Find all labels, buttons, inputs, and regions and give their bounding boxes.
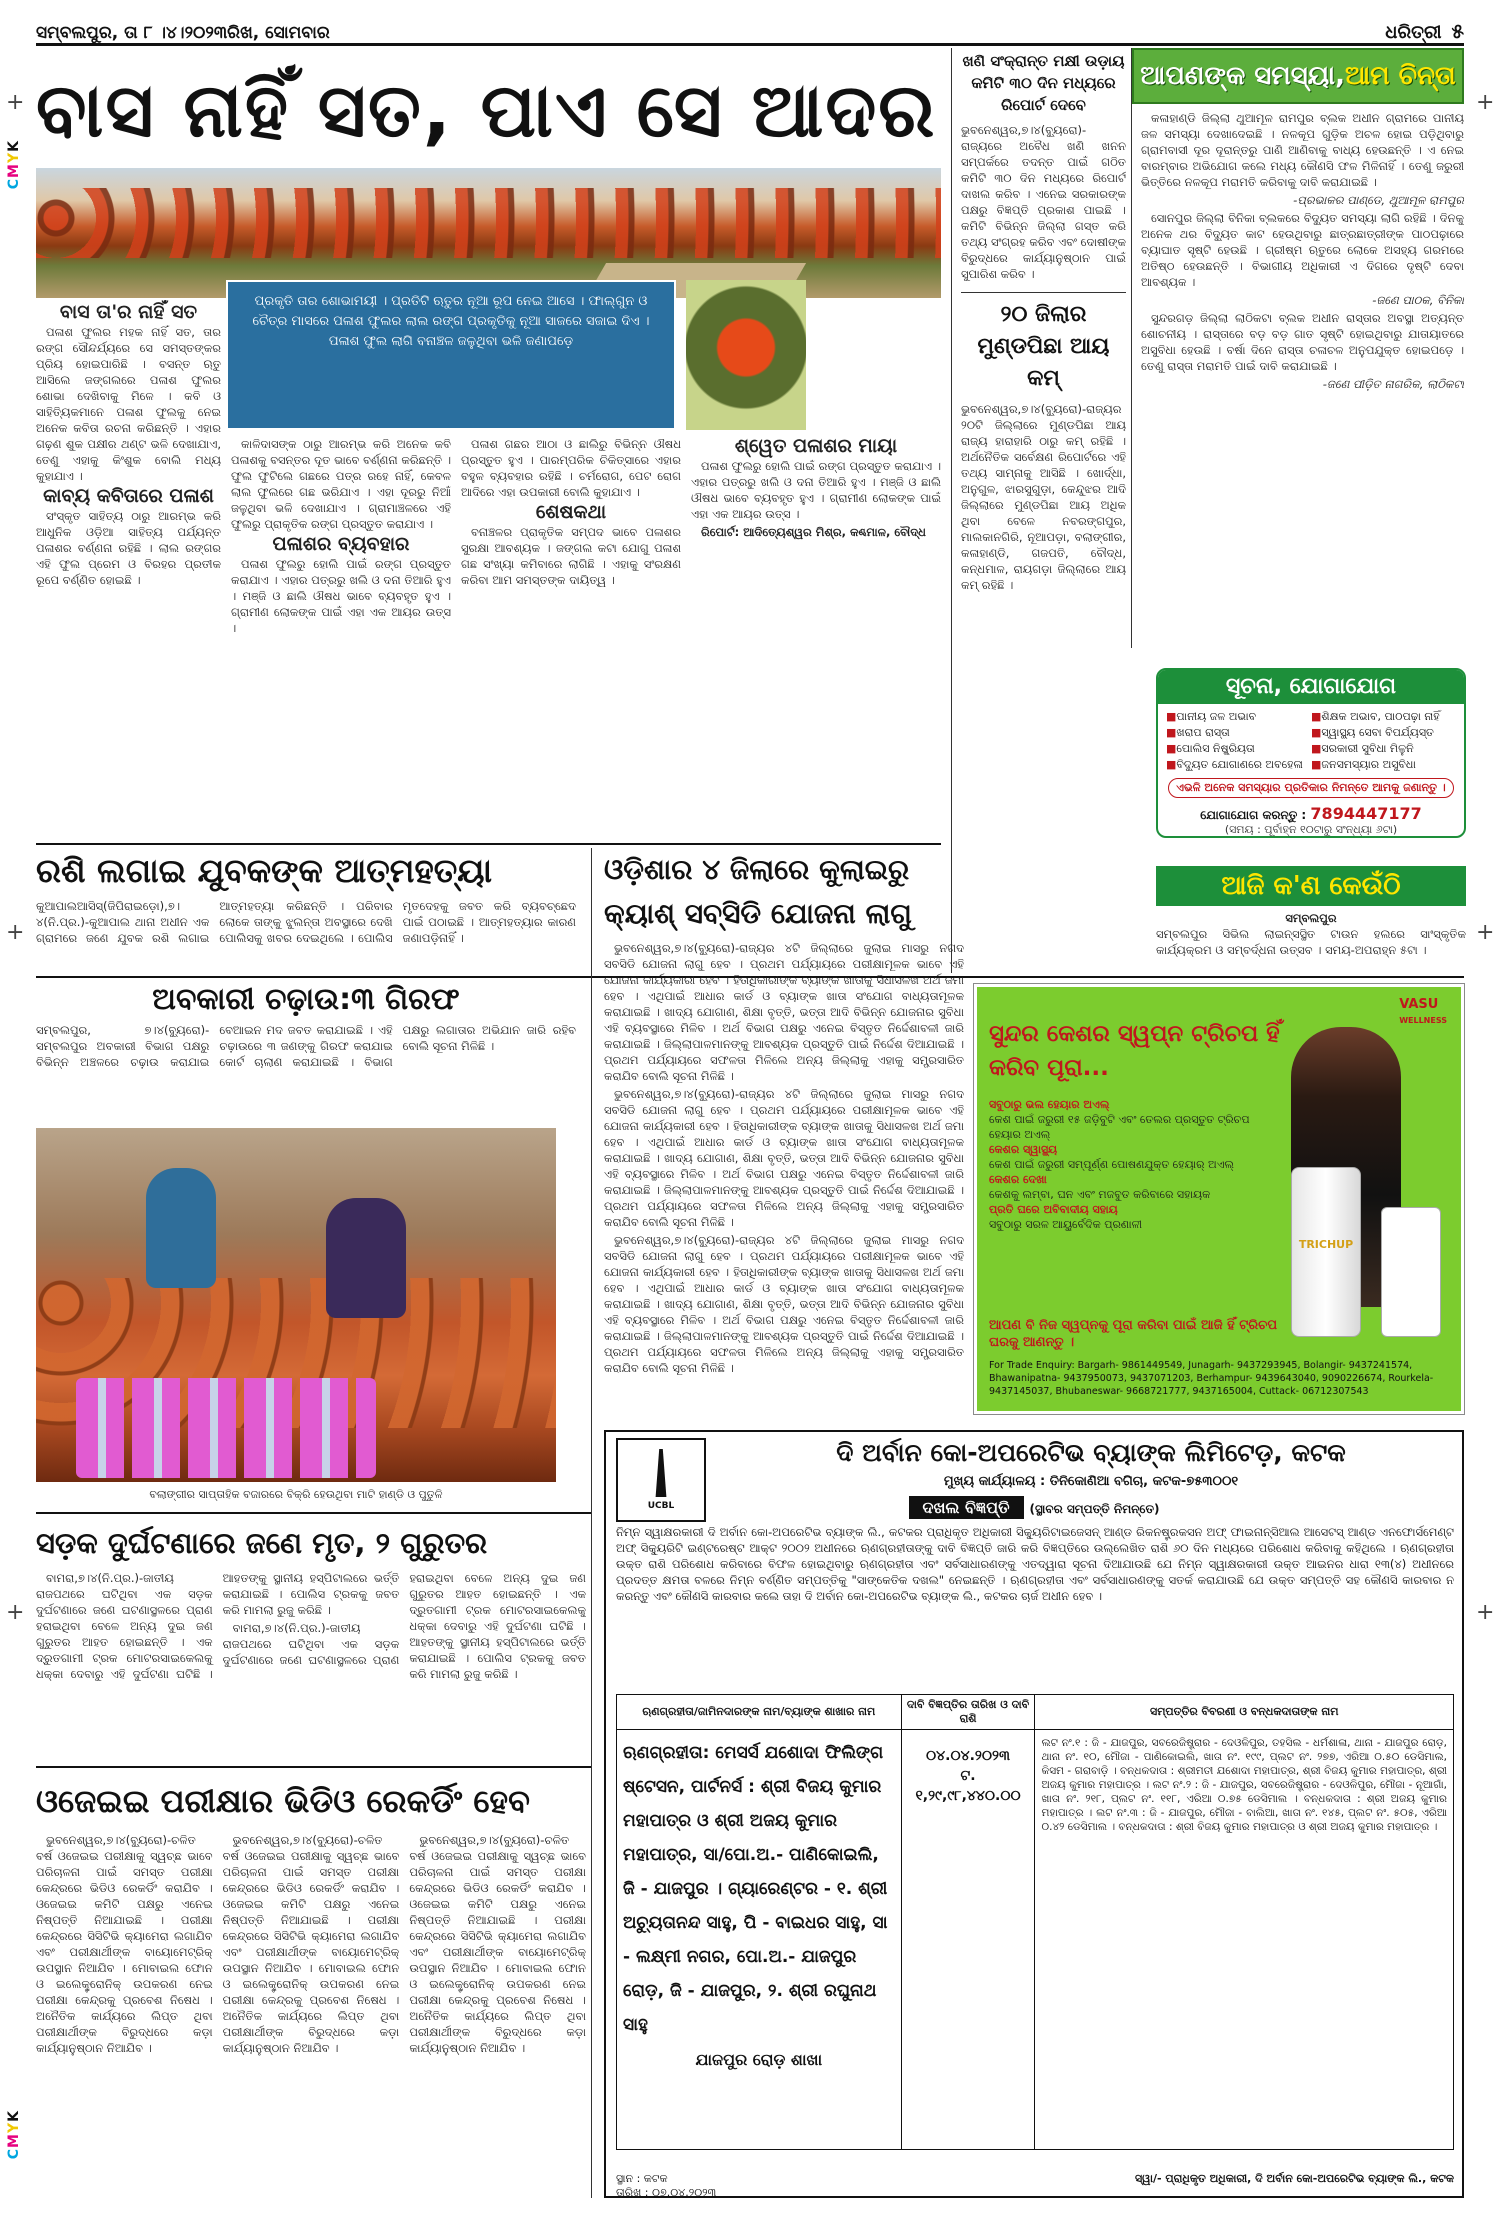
info-item: ■ ପାନୀୟ ଜଳ ଅଭାବ — [1166, 710, 1311, 724]
accident-paragraph: ବାମରା,୭।୪(ନି.ପ୍ର.)-ଜାତୀୟ ରାଜପଥରେ ଘଟିଥିବା ଏକ ସଡ଼କ ଦୁର୍ଘଟଣାରେ ଜଣେ ଘଟଣାସ୍ଥଳରେ ପ୍ରାଣ ହରାଇଥିବା ବେଳେ ଅନ୍ୟ ଦୁଇ ଜଣ ଗୁରୁତର ଆହତ ହୋଇଛନ୍ତି । ଏକ ଦ୍ରୁତଗାମୀ ଟ୍ରକ ମୋଟରସାଇକେଲକୁ ଧକ୍କା ଦେବାରୁ ଏହି ଦୁର୍ଘଟଣା ଘଟିଛି । ଆହତଙ୍କୁ ସ୍ଥାନୀୟ ହସ୍ପିଟାଲରେ ଭର୍ତ୍ତି କରାଯାଇଛି । ପୋଲିସ ଟ୍ରକକୁ ଜବତ କରି ମାମଲା ରୁଜୁ କରିଛି । — [222, 1571, 586, 1681]
notice-place: ସ୍ଥାନ : କଟକ — [616, 2172, 668, 2185]
cmyk-color-bar: CMYK — [6, 2110, 22, 2160]
newspaper-brand: ଧରିତ୍ରୀ — [1385, 22, 1442, 43]
product-bottle: TRICHUP — [1291, 1167, 1361, 1337]
lead-paragraph: ପଳାଶ ଗଛର ଆଠା ଓ ଛାଲିରୁ ବିଭିନ୍ନ ଔଷଧ ପ୍ରସ୍ତୁତ ହୁଏ । ପାରମ୍ପରିକ ଚିକିତ୍ସାରେ ଏହାର ବହୁଳ ବ୍ୟବହାର ରହିଛି । ଚର୍ମରୋଗ, ପେଟ ରୋଗ ଆଦିରେ ଏହା ଉପକାରୀ ବୋଲି କୁହାଯାଏ । — [461, 437, 681, 499]
info-item: ■ ପୋଲିସ ନିଷ୍କ୍ରିୟତା — [1166, 742, 1311, 756]
lead-paragraph: ପଳାଶ ଫୁଲରୁ ହୋଲି ପାଇଁ ରଙ୍ଗ ପ୍ରସ୍ତୁତ କରାଯାଏ । ଏହାର ପତ୍ରରୁ ଖଲି ଓ ଦନା ତିଆରି ହୁଏ । ମଞ୍ଜି ଓ ଛାଲି ଔଷଧ ଭାବେ ବ୍ୟବହୃତ ହୁଏ । ଗ୍ରାମୀଣ ଲୋକଙ୍କ ପାଇଁ ଏହା ଏକ ଆୟର ଉତ୍ସ । — [231, 557, 451, 635]
palash-forest-photo — [36, 168, 941, 298]
table-header: ଦାବି ବିଜ୍ଞପ୍ତିର ତାରିଖ ଓ ଦାବି ରାଶି — [901, 1695, 1035, 1730]
vasu-logo-sub: WELLNESS — [1399, 1016, 1447, 1025]
notice-label — [606, 1498, 1462, 1518]
info-item: ■ ଶିକ୍ଷକ ଅଭାବ, ପାଠପଢ଼ା ନାହିଁ — [1311, 710, 1456, 724]
info-contact-box — [1156, 668, 1466, 838]
info-box-time: (ସମୟ : ପୂର୍ବାହ୍ନ ୧୦ଟାରୁ ସଂନ୍ଧ୍ୟା ୬ଟା) — [1224, 823, 1398, 836]
ad-point-text: କେଶ ପାଇଁ ଜରୁରୀ ସମ୍ପୂର୍ଣ୍ଣ ପୋଷଣଯୁକ୍ତ ହେୟାର୍ ଅଏଲ୍ — [989, 1158, 1234, 1171]
lead-byline: ରିପୋର୍ଟ: ଆଦିତ୍ୟେଶ୍ୱର ମିଶ୍ର, କଣ୍ଢମାଳ, ବୌଦ୍ଧ — [701, 525, 926, 539]
today-events-banner: ଆଜି କ'ଣ କେଉଁଠି — [1156, 866, 1466, 906]
column-divider — [951, 48, 952, 973]
problems-title-b: ଆମ ଚିନ୍ତା — [1344, 60, 1456, 91]
ad-trade-contacts: For Trade Enquiry: Bargarh- 9861449549, Junagarh- 9437293945, Bolangir- 9437241574, Bhawanipatna- 9437950073, 9437071203, Berhampur- 9439643040, 9090226674, Rourkela- 9437145037, Bhubaneswar- 9668721777, 9437165004, Cuttack- 06712307543 — [989, 1360, 1434, 1397]
problem-signature: -ଜଣେ ପୀଡ଼ିତ ନାଗରିକ, ଲାଠିକଟା — [1322, 377, 1464, 391]
problem-item: କଳାହାଣ୍ଡି ଜିଲ୍ଲା ଥୁଆମୂଳ ରାମପୁର ବ୍ଲକ ଅଧୀନ ଗ୍ରାମରେ ପାନୀୟ ଜଳ ସମସ୍ୟା ଦେଖାଦେଇଛି । ନଳକୂପ ଗୁଡ଼ିକ ଅଚଳ ହୋଇ ପଡ଼ିଥିବାରୁ ଗ୍ରାମବାସୀ ଦୂର ଦୂରାନ୍ତରୁ ପାଣି ଆଣିବାକୁ ବାଧ୍ୟ ହେଉଛନ୍ତି । ଏ ନେଇ ବାରମ୍ବାର ଅଭିଯୋଗ କଲେ ମଧ୍ୟ କୌଣସି ଫଳ ମିଳିନାହିଁ । ତେଣୁ ଜରୁରୀ ଭିତ୍ତିରେ ନଳକୂପ ମରାମତି କରିବାକୁ ଦାବି କରାଯାଇଛି । — [1141, 111, 1464, 189]
accident-headline: ସଡ଼କ ଦୁର୍ଘଟଣାରେ ଜଣେ ମୃତ, ୨ ଗୁରୁତର — [36, 1526, 488, 1560]
branch-name: ଯାଜପୁର ରୋଡ଼ ଶାଖା — [695, 2050, 823, 2069]
lead-paragraph: ପଳାଶ ଫୁଲରୁ ହୋଲି ପାଇଁ ରଙ୍ଗ ପ୍ରସ୍ତୁତ କରାଯାଏ । ଏହାର ପତ୍ରରୁ ଖଲି ଓ ଦନା ତିଆରି ହୁଏ । ମଞ୍ଜି ଓ ଛାଲି ଔଷଧ ଭାବେ ବ୍ୟବହୃତ ହୁଏ । ଗ୍ରାମୀଣ ଲୋକଙ୍କ ପାଇଁ ଏହା ଏକ ଆୟର ଉତ୍ସ । — [691, 459, 941, 521]
excise-body: ସମ୍ବଲପୁର, ୭।୪(ବ୍ୟୁରୋ)-ସମ୍ବଲପୁର ଅବକାରୀ ବିଭାଗ ପକ୍ଷରୁ ବିଭିନ୍ନ ଅଞ୍ଚଳରେ ଚଢ଼ାଉ କରାଯାଇ ବେଆଇନ ମଦ ଜବତ କରାଯାଇଛି । ଏହି ଚଢ଼ାଉରେ ୩ ଜଣଙ୍କୁ ଗିରଫ କରାଯାଇ କୋର୍ଟ ଚାଲାଣ କରାଯାଇଛି । ବିଭାଗ ପକ୍ଷରୁ ଲଗାତାର ଅଭିଯାନ ଜାରି ରହିବ ବୋଲି ସୂଚନା ମିଳିଛି । — [36, 1023, 576, 1069]
lead-subhead: ଶ୍ୱେତ ପଳାଶର ମାୟା — [734, 435, 898, 457]
newspaper-page — [36, 18, 1464, 2198]
info-item: ■ ଜନସମସ୍ୟାର ଅସୁବିଧା — [1311, 758, 1456, 772]
klia-paragraph: ଭୁବନେଶ୍ୱର,୭।୪(ବ୍ୟୁରୋ)-ରାଜ୍ୟର ୪ଟି ଜିଲ୍ଲାରେ ଜୁଲାଇ ମାସରୁ ନଗଦ ସବସିଡି ଯୋଜନା ଲାଗୁ ହେବ । ପ୍ରଥମ ପର୍ଯ୍ୟାୟରେ ପରୀକ୍ଷାମୂଳକ ଭାବେ ଏହି ଯୋଜନା କାର୍ଯ୍ୟକାରୀ ହେବ । ହିତାଧିକାରୀଙ୍କ ବ୍ୟାଙ୍କ ଖାତାକୁ ସିଧାସଳଖ ଅର୍ଥ ଜମା ହେବ । ଏଥିପାଇଁ ଆଧାର କାର୍ଡ ଓ ବ୍ୟାଙ୍କ ଖାତା ସଂଯୋଗ ବାଧ୍ୟତାମୂଳକ କରାଯାଇଛି । ଖାଦ୍ୟ ଯୋଗାଣ, ଶିକ୍ଷା ବୃତ୍ତି, ଭତ୍ତା ଆଦି ବିଭିନ୍ନ ଯୋଜନାର ସୁବିଧା ଏହି ବ୍ୟବସ୍ଥାରେ ମିଳିବ । ଅର୍ଥ ବିଭାଗ ପକ୍ଷରୁ ଏନେଇ ବିସ୍ତୃତ ନିର୍ଦ୍ଦେଶାବଳୀ ଜାରି କରାଯାଇଛି । ଜିଲ୍ଲାପାଳମାନଙ୍କୁ ଆବଶ୍ୟକ ପ୍ରସ୍ତୁତି ପାଇଁ ନିର୍ଦ୍ଦେଶ ଦିଆଯାଇଛି । ପ୍ରଥମ ପର୍ଯ୍ୟାୟରେ ସଫଳତା ମିଳିଲେ ଅନ୍ୟ ଜିଲ୍ଲାକୁ ଏହାକୁ ସମ୍ପ୍ରସାରିତ କରାଯିବ ବୋଲି ସୂଚନା ମିଳିଛି । — [604, 1087, 964, 1229]
info-box-items — [1158, 704, 1464, 772]
suicide-headline: ରଶି ଲଗାଇ ଯୁବକଙ୍କ ଆତ୍ମହତ୍ୟା — [36, 851, 493, 890]
registration-mark: + — [6, 920, 25, 945]
income-body: ଭୁବନେଶ୍ୱର,୭।୪(ବ୍ୟୁରୋ)-ରାଜ୍ୟର ୨୦ଟି ଜିଲ୍ଲାରେ ମୁଣ୍ଡପିଛା ଆୟ ରାଜ୍ୟ ହାରାହାରି ଠାରୁ କମ୍ ରହିଛି । ଅର୍ଥନୈତିକ ସର୍ବେକ୍ଷଣ ରିପୋର୍ଟରେ ଏହି ତଥ୍ୟ ସାମ୍ନାକୁ ଆସିଛି । ଖୋର୍ଦ୍ଧା, ଅନୁଗୁଳ, ଝାରସୁଗୁଡ଼ା, କେନ୍ଦୁଝର ଆଦି ଜିଲ୍ଲାରେ ମୁଣ୍ଡପିଛା ଆୟ ଅଧିକ ଥିବା ବେଳେ ନବରଙ୍ଗପୁର, ମାଲକାନଗିରି, ନୂଆପଡ଼ା, ବଲାଙ୍ଗୀର, କଳାହାଣ୍ଡି, ଗଜପତି, ବୌଦ୍ଧ, କନ୍ଧମାଳ, ରାୟଗଡ଼ା ଜିଲ୍ଲାରେ ଆୟ କମ୍ ରହିଛି । — [961, 402, 1126, 592]
lead-paragraph: ସଂସ୍କୃତ ସାହିତ୍ୟ ଠାରୁ ଆରମ୍ଭ କରି ଆଧୁନିକ ଓଡ଼ିଆ ସାହିତ୍ୟ ପର୍ଯ୍ୟନ୍ତ ପଳାଶର ବର୍ଣ୍ଣନା ରହିଛି । ଲାଲ ରଙ୍ଗର ଏହି ଫୁଲ ପ୍ରେମ ଓ ବିରହର ପ୍ରତୀକ ରୂପେ ବର୍ଣ୍ଣିତ ହୋଇଛି । — [36, 509, 221, 587]
suicide-body: କୁଆପାଲଆସିସ୍‌(ଜିପିରାଇଡ଼ୋ),୭।୪(ନି.ପ୍ର.)-କୁଆପାଲ ଥାନା ଅଧୀନ ଏକ ଗ୍ରାମରେ ଜଣେ ଯୁବକ ରଶି ଲଗାଇ ଆତ୍ମହତ୍ୟା କରିଛନ୍ତି । ପରିବାର ଲୋକେ ତାଙ୍କୁ ଝୁଲନ୍ତା ଅବସ୍ଥାରେ ଦେଖି ପୋଲିସକୁ ଖବର ଦେଇଥିଲେ । ପୋଲିସ ମୃତଦେହକୁ ଜବତ କରି ବ୍ୟବଚ୍ଛେଦ ପାଇଁ ପଠାଇଛି । ଆତ୍ମହତ୍ୟାର କାରଣ ଜଣାପଡ଼ିନାହିଁ । — [36, 899, 576, 945]
lead-caption: ପ୍ରକୃତି ତାର ଶୋଭାମୟୀ । ପ୍ରତିଟି ଋତୁର ନୂଆ ରୂପ ନେଇ ଆସେ । ଫାଲ୍ଗୁନ ଓ ଚୈତ୍ର ମାସରେ ପଳାଶ ଫୁଲର ଲାଲ ରଙ୍ଗ ପ୍ରକୃତିକୁ ନୂଆ ସାଜରେ ସଜାଇ ଦିଏ । ପଳାଶ ଫୁଲ ଲାଗି ବନାଞ୍ଚଳ ଜଳୁଥିବା ଭଳି ଜଣାପଡ଼େ — [226, 280, 676, 430]
pottery-photo-caption: ବଲାଙ୍ଗୀର ସାପ୍ତାହିକ ବଜାରରେ ବିକ୍ରି ହେଉଥିବା ମାଟି ହାଣ୍ଡି ଓ ପୁତୁଳି — [149, 1488, 443, 1501]
vasu-logo-text: VASU — [1399, 997, 1439, 1012]
page-number: ୫ — [1451, 19, 1464, 43]
contact-label: ଯୋଗାଯୋଗ କରନ୍ତୁ : — [1200, 808, 1307, 822]
property-details: ଲଟ ନଂ.୧ : ଜି - ଯାଜପୁର, ସବରେଜିଷ୍ଟ୍ରାର - ଦେଓଳିପୁର, ତହସିଲ - ଧର୍ମଶାଳା, ଥାନା - ଯାଜପୁର ରୋଡ଼, ଥାନା ନଂ. ୧୦, ମୌଜା - ପାଣିକୋଇଲି, ଖାତା ନଂ. ୧୯୯, ପ୍ଲଟ ନଂ. ୨୭୭, ଏରିଆ ୦.୫୦ ଡେସିମାଲ, କିସମ - ଗରାବାଡ଼ି । ବନ୍ଧକଦାତା : ଶ୍ରୀମତୀ ଯଶୋଦା ମହାପାତ୍ର, ଶ୍ରୀ ବିଜୟ କୁମାର ମହାପାତ୍ର, ଶ୍ରୀ ଅଜୟ କୁମାର ମହାପାତ୍ର । ଲଟ ନଂ.୨ : ଜି - ଯାଜପୁର, ସବରେଜିଷ୍ଟ୍ରାର - ଦେଓଳିପୁର, ମୌଜା - ନୂଆଗାଁ, ଖାତା ନଂ. ୨୧୮, ପ୍ଲଟ ନଂ. ୧୧୮, ଏରିଆ ୦.୭୫ ଡେସିମାଲ । ବନ୍ଧକଦାତା : ଶ୍ରୀ ଅଜୟ କୁମାର ମହାପାତ୍ର । ଲଟ ନଂ.୩ : ଜି - ଯାଜପୁର, ମୌଜା - ବାଲିଆ, ଖାତା ନଂ. ୧୪୫, ପ୍ଲଟ ନଂ. ୫୦୫, ଏରିଆ ୦.୪୨ ଡେସିମାଲ । ବନ୍ଧକଦାତା : ଶ୍ରୀ ବିଜୟ କୁମାର ମହାପାତ୍ର ଓ ଶ୍ରୀ ଅଜୟ କୁମାର ମହାପାତ୍ର । — [1041, 1737, 1447, 1833]
klia-headline-line2: କ୍ୟାଶ୍ ସବ୍‌ସିଡି ଯୋଜନା ଲାଗୁ — [604, 897, 912, 930]
klia-headline-line1: ଓଡ଼ିଶାର ୪ ଜିଲାରେ କୁଲାଇରୁ — [604, 853, 910, 886]
registration-mark: + — [1476, 1600, 1495, 1625]
problems-title-a: ଆପଣଙ୍କ ସମସ୍ୟା, — [1140, 60, 1345, 91]
lead-paragraph: ପଳାଶ ଫୁଲର ମହକ ନାହିଁ ସତ, ତାର ରଙ୍ଗ ସୌନ୍ଦର୍ଯ୍ୟରେ ସେ ସମସ୍ତଙ୍କର ପ୍ରିୟ ହୋଇପାରିଛି । ବସନ୍ତ ଋତୁ ଆସିଲେ ଜଙ୍ଗଲରେ ପଳାଶ ଫୁଲର ଶୋଭା ଦେଖିବାକୁ ମିଳେ । କବି ଓ ସାହିତ୍ୟିକମାନେ ପଳାଶ ଫୁଲକୁ ନେଇ ଅନେକ କବିତା ରଚନା କରିଛନ୍ତି । ଏହାର ଗଢ଼ଣ ଶୁକ ପକ୍ଷୀର ଥଣ୍ଟ ଭଳି ଦେଖାଯାଏ, ତେଣୁ ଏହାକୁ କିଂଶୁକ ବୋଲି ମଧ୍ୟ କୁହାଯାଏ । — [36, 325, 221, 483]
lead-headline: ବାସ ନାହିଁ ସତ, ପାଏ ସେ ଆଦର — [36, 68, 937, 154]
ojee-paragraph: ଭୁବନେଶ୍ୱର,୭।୪(ବ୍ୟୁରୋ)-ଚଳିତ ବର୍ଷ ଓଜେଇଇ ପରୀକ୍ଷାକୁ ସ୍ୱଚ୍ଛ ଭାବେ ପରିଚାଳନା ପାଇଁ ସମସ୍ତ ପରୀକ୍ଷା କେନ୍ଦ୍ରରେ ଭିଡିଓ ରେକର୍ଡିଂ କରାଯିବ । ଓଜେଇଇ କମିଟି ପକ୍ଷରୁ ଏନେଇ ନିଷ୍ପତ୍ତି ନିଆଯାଇଛି । ପରୀକ୍ଷା କେନ୍ଦ୍ରରେ ସିସିଟିଭି କ୍ୟାମେରା ଲଗାଯିବ ଏବଂ ପରୀକ୍ଷାର୍ଥୀଙ୍କ ବାୟୋମେଟ୍ରିକ୍ ଉପସ୍ଥାନ ନିଆଯିବ । ମୋବାଇଲ ଫୋନ ଓ ଇଲେକ୍ଟ୍ରୋନିକ୍ ଉପକରଣ ନେଇ ପରୀକ୍ଷା କେନ୍ଦ୍ରକୁ ପ୍ରବେଶ ନିଷେଧ । ଅନୈତିକ କାର୍ଯ୍ୟରେ ଲିପ୍ତ ଥିବା ପରୀକ୍ଷାର୍ଥୀଙ୍କ ବିରୁଦ୍ଧରେ କଡ଼ା କାର୍ଯ୍ୟାନୁଷ୍ଠାନ ନିଆଯିବ । — [409, 1833, 586, 2055]
info-box-title: ସୂଚନା, ଯୋଗାଯୋଗ — [1158, 670, 1464, 704]
bank-subtitle: ମୁଖ୍ୟ କାର୍ଯ୍ୟାଳୟ : ତିନିକୋଣିଆ ବଗିଚା, କଟକ-୭୫୩୦୦୧ — [943, 1474, 1239, 1489]
notice-signatory: ସ୍ୱା/- ପ୍ରାଧିକୃତ ଅଧିକାରୀ, ଦି ଅର୍ବାନ କୋ-ଅପରେଟିଭ ବ୍ୟାଙ୍କ ଲି., କଟକ — [1135, 2172, 1454, 2185]
problems-banner — [1132, 48, 1464, 104]
problem-item: ସୁନ୍ଦରଗଡ଼ ଜିଲ୍ଲା ଲାଠିକଟା ବ୍ଲକ ଅଧୀନ ରାସ୍ତାର ଅବସ୍ଥା ଅତ୍ୟନ୍ତ ଶୋଚନୀୟ । ରାସ୍ତାରେ ବଡ଼ ବଡ଼ ଗାତ ସୃଷ୍ଟି ହୋଇଥିବାରୁ ଯାତାୟାତରେ ଅସୁବିଧା ହେଉଛି । ବର୍ଷା ଦିନେ ରାସ୍ତା ଚଳାଚଳ ଅନୁପଯୁକ୍ତ ହୋଇପଡ଼େ । ତେଣୁ ରାସ୍ତା ମରାମତି ପାଇଁ ଦାବି କରାଯାଇଛି । — [1141, 311, 1464, 373]
pottery-market-photo — [36, 1128, 556, 1482]
ad-point-title: ପ୍ରତି ଘରେ ଅବିବାଦୀୟ ସହାୟ — [989, 1203, 1118, 1216]
demand-cell — [901, 1730, 1035, 2150]
registration-mark: + — [6, 90, 25, 115]
today-place: ସମ୍ବଲପୁର — [1285, 911, 1337, 925]
lead-subhead: ବାସ ତା'ର ନାହିଁ ସତ — [59, 301, 198, 323]
today-events — [1156, 910, 1466, 970]
lead-column-4 — [691, 300, 941, 840]
accident-paragraph: ବାମରା,୭।୪(ନି.ପ୍ର.)-ଜାତୀୟ ରାଜପଥରେ ଘଟିଥିବା ଏକ ସଡ଼କ ଦୁର୍ଘଟଣାରେ ଜଣେ ଘଟଣାସ୍ଥଳରେ ପ୍ରାଣ ହରାଇଥିବା ବେଳେ ଅନ୍ୟ ଦୁଇ ଜଣ ଗୁରୁତର ଆହତ ହୋଇଛନ୍ତି । ଏକ ଦ୍ରୁତଗାମୀ ଟ୍ରକ ମୋଟରସାଇକେଲକୁ ଧକ୍କା ଦେବାରୁ ଏହି ଦୁର୍ଘଟଣା ଘଟିଛି । ଆହତଙ୍କୁ ସ୍ଥାନୀୟ ହସ୍ପିଟାଲରେ ଭର୍ତ୍ତି କରାଯାଇଛି । ପୋଲିସ ଟ୍ରକକୁ ଜବତ କରି ମାମଲା ରୁଜୁ କରିଛି । — [36, 1571, 400, 1681]
demand-amount: ଟ. ୧,୨୯,୯୮,୪୪୦.୦୦ — [915, 1768, 1021, 1804]
notice-date: ତାରିଖ : ୦୭.୦୪.୨୦୨୩ — [616, 2186, 717, 2199]
masthead-date: ସମ୍ବଲପୁର, ତା ୮ ।୪।୨୦୨୩ରିଖ, ସୋମବାର — [36, 23, 330, 43]
demand-date: ୦୪.୦୪.୨୦୨୩ — [926, 1748, 1010, 1764]
problem-signature: -ଜଣେ ପାଠକ, ବିନିକା — [1372, 293, 1464, 307]
section-divider — [36, 1512, 591, 1514]
klia-paragraph: ଭୁବନେଶ୍ୱର,୭।୪(ବ୍ୟୁରୋ)-ରାଜ୍ୟର ୪ଟି ଜିଲ୍ଲାରେ ଜୁଲାଇ ମାସରୁ ନଗଦ ସବସିଡି ଯୋଜନା ଲାଗୁ ହେବ । ପ୍ରଥମ ପର୍ଯ୍ୟାୟରେ ପରୀକ୍ଷାମୂଳକ ଭାବେ ଏହି ଯୋଜନା କାର୍ଯ୍ୟକାରୀ ହେବ । ହିତାଧିକାରୀଙ୍କ ବ୍ୟାଙ୍କ ଖାତାକୁ ସିଧାସଳଖ ଅର୍ଥ ଜମା ହେବ । ଏଥିପାଇଁ ଆଧାର କାର୍ଡ ଓ ବ୍ୟାଙ୍କ ଖାତା ସଂଯୋଗ ବାଧ୍ୟତାମୂଳକ କରାଯାଇଛି । ଖାଦ୍ୟ ଯୋଗାଣ, ଶିକ୍ଷା ବୃତ୍ତି, ଭତ୍ତା ଆଦି ବିଭିନ୍ନ ଯୋଜନାର ସୁବିଧା ଏହି ବ୍ୟବସ୍ଥାରେ ମିଳିବ । ଅର୍ଥ ବିଭାଗ ପକ୍ଷରୁ ଏନେଇ ବିସ୍ତୃତ ନିର୍ଦ୍ଦେଶାବଳୀ ଜାରି କରାଯାଇଛି । ଜିଲ୍ଲାପାଳମାନଙ୍କୁ ଆବଶ୍ୟକ ପ୍ରସ୍ତୁତି ପାଇଁ ନିର୍ଦ୍ଦେଶ ଦିଆଯାଇଛି । ପ୍ରଥମ ପର୍ଯ୍ୟାୟରେ ସଫଳତା ମିଳିଲେ ଅନ୍ୟ ଜିଲ୍ଲାକୁ ଏହାକୁ ସମ୍ପ୍ରସାରିତ କରାଯିବ ବୋଲି ସୂଚନା ମିଳିଛି । — [604, 941, 964, 1083]
ad-point-title: ସବୁଠାରୁ ଭଲ ହେୟାର ଅଏଲ୍ — [989, 1098, 1110, 1111]
bank-logo-text: UCBL — [647, 1501, 675, 1511]
income-headline: ୨୦ ଜିଲାର ମୁଣ୍ଡପିଛା ଆୟ କମ୍ — [977, 302, 1110, 391]
info-box-note: ଏଭଳି ଅନେକ ସମସ୍ୟାର ପ୍ରତିକାର ନିମନ୍ତେ ଆମକୁ ଜଣାନ୍ତୁ । — [1168, 778, 1454, 798]
bank-possession-notice — [604, 1430, 1464, 2198]
info-item: ■ ସ୍ୱାସ୍ଥ୍ୟ ସେବା ବିପର୍ଯ୍ୟସ୍ତ — [1311, 726, 1456, 740]
vasu-logo — [1399, 997, 1447, 1027]
lead-column-2 — [231, 436, 451, 840]
info-item: ■ ବିଦ୍ୟୁତ ଯୋଗାଣରେ ଅବହେଳା — [1166, 758, 1311, 772]
klia-paragraph: ଭୁବନେଶ୍ୱର,୭।୪(ବ୍ୟୁରୋ)-ରାଜ୍ୟର ୪ଟି ଜିଲ୍ଲାରେ ଜୁଲାଇ ମାସରୁ ନଗଦ ସବସିଡି ଯୋଜନା ଲାଗୁ ହେବ । ପ୍ରଥମ ପର୍ଯ୍ୟାୟରେ ପରୀକ୍ଷାମୂଳକ ଭାବେ ଏହି ଯୋଜନା କାର୍ଯ୍ୟକାରୀ ହେବ । ହିତାଧିକାରୀଙ୍କ ବ୍ୟାଙ୍କ ଖାତାକୁ ସିଧାସଳଖ ଅର୍ଥ ଜମା ହେବ । ଏଥିପାଇଁ ଆଧାର କାର୍ଡ ଓ ବ୍ୟାଙ୍କ ଖାତା ସଂଯୋଗ ବାଧ୍ୟତାମୂଳକ କରାଯାଇଛି । ଖାଦ୍ୟ ଯୋଗାଣ, ଶିକ୍ଷା ବୃତ୍ତି, ଭତ୍ତା ଆଦି ବିଭିନ୍ନ ଯୋଜନାର ସୁବିଧା ଏହି ବ୍ୟବସ୍ଥାରେ ମିଳିବ । ଅର୍ଥ ବିଭାଗ ପକ୍ଷରୁ ଏନେଇ ବିସ୍ତୃତ ନିର୍ଦ୍ଦେଶାବଳୀ ଜାରି କରାଯାଇଛି । ଜିଲ୍ଲାପାଳମାନଙ୍କୁ ଆବଶ୍ୟକ ପ୍ରସ୍ତୁତି ପାଇଁ ନିର୍ଦ୍ଦେଶ ଦିଆଯାଇଛି । ପ୍ରଥମ ପର୍ଯ୍ୟାୟରେ ସଫଳତା ମିଳିଲେ ଅନ୍ୟ ଜିଲ୍ଲାକୁ ଏହାକୁ ସମ୍ପ୍ରସାରିତ କରାଯିବ ବୋଲି ସୂଚନା ମିଳିଛି । — [604, 1233, 964, 1375]
bank-title: ଦି ଅର୍ବାନ କୋ-ଅପରେଟିଭ ବ୍ୟାଙ୍କ ଲିମିଟେଡ଼, କଟକ — [836, 1438, 1346, 1467]
klia-body — [604, 940, 964, 1422]
cmyk-color-bar: CMYK — [6, 140, 22, 190]
hair-oil-advertisement — [974, 984, 1464, 1414]
lead-paragraph: କାଳିଦାସଙ୍କ ଠାରୁ ଆରମ୍ଭ କରି ଅନେକ କବି ପଳାଶକୁ ବସନ୍ତର ଦୂତ ଭାବେ ବର୍ଣ୍ଣନା କରିଛନ୍ତି । ଫୁଲ ଫୁଟିଲେ ଗଛରେ ପତ୍ର ରହେ ନାହିଁ, କେବଳ ଲାଲ ଫୁଲରେ ଗଛ ଭରିଯାଏ । ଏହା ଦୂରରୁ ନିଆଁ ଜଳୁଥିବା ଭଳି ଦେଖାଯାଏ । ଗ୍ରାମାଞ୍ଚଳରେ ଏହି ଫୁଲରୁ ପ୍ରାକୃତିକ ରଙ୍ଗ ପ୍ରସ୍ତୁତ କରାଯାଏ । — [231, 437, 451, 531]
lead-subhead: କାବ୍ୟ କବିତାରେ ପଳାଶ — [43, 485, 214, 507]
column-divider — [591, 848, 592, 2198]
property-cell — [1035, 1730, 1454, 2150]
ad-point-text: କେଶ ପାଇଁ ଜରୁରୀ ୧୫ ଜଡ଼ିବୁଟି ଏବଂ ତେଲର ପ୍ରସ୍ତୁତ ଟ୍ରିଚପ ହେୟାର ଅଏଲ୍ — [989, 1113, 1250, 1141]
table-header: ସମ୍ପତ୍ତିର ବିବରଣୀ ଓ ବନ୍ଧକଦାତାଙ୍କ ନାମ — [1035, 1695, 1454, 1730]
ad-point-text: ସବୁଠାରୁ ସରଳ ଆୟୁର୍ବେଦିକ ପ୍ରଣାଳୀ — [989, 1218, 1142, 1231]
table-header: ଋଣଗ୍ରହୀତା/ଜାମିନଦାରଙ୍କ ନାମ/ବ୍ୟାଙ୍କ ଶାଖାର ନାମ — [617, 1695, 902, 1730]
ojee-body — [36, 1832, 586, 2198]
contact-phone: 7894447177 — [1310, 804, 1422, 823]
notice-subtitle: (ସ୍ଥାବର ସମ୍ପତ୍ତି ନିମନ୍ତେ) — [1029, 1502, 1160, 1516]
info-item: ■ ସରକାରୀ ସୁବିଧା ମିଳୁନି — [1311, 742, 1456, 756]
info-box-contact — [1158, 804, 1464, 823]
problem-signature: -ପ୍ରଭାକର ପାଣ୍ଡେ, ଥୁଆମୂଳ ରାମପୁର — [1293, 193, 1464, 207]
lead-column-1 — [36, 300, 221, 840]
mining-story — [961, 50, 1126, 970]
lead-paragraph: ବନାଞ୍ଚଳର ପ୍ରାକୃତିକ ସମ୍ପଦ ଭାବେ ପଳାଶର ସୁରକ୍ଷା ଆବଶ୍ୟକ । ଜଙ୍ଗଲ କଟା ଯୋଗୁ ପଳାଶ ଗଛ ସଂଖ୍ୟା କମିବାରେ ଲାଗିଛି । ଏହାକୁ ସଂରକ୍ଷଣ କରିବା ଆମ ସମସ୍ତଙ୍କ ଦାୟିତ୍ୱ । — [461, 525, 681, 587]
ojee-paragraph: ଭୁବନେଶ୍ୱର,୭।୪(ବ୍ୟୁରୋ)-ଚଳିତ ବର୍ଷ ଓଜେଇଇ ପରୀକ୍ଷାକୁ ସ୍ୱଚ୍ଛ ଭାବେ ପରିଚାଳନା ପାଇଁ ସମସ୍ତ ପରୀକ୍ଷା କେନ୍ଦ୍ରରେ ଭିଡିଓ ରେକର୍ଡିଂ କରାଯିବ । ଓଜେଇଇ କମିଟି ପକ୍ଷରୁ ଏନେଇ ନିଷ୍ପତ୍ତି ନିଆଯାଇଛି । ପରୀକ୍ଷା କେନ୍ଦ୍ରରେ ସିସିଟିଭି କ୍ୟାମେରା ଲଗାଯିବ ଏବଂ ପରୀକ୍ଷାର୍ଥୀଙ୍କ ବାୟୋମେଟ୍ରିକ୍ ଉପସ୍ଥାନ ନିଆଯିବ । ମୋବାଇଲ ଫୋନ ଓ ଇଲେକ୍ଟ୍ରୋନିକ୍ ଉପକରଣ ନେଇ ପରୀକ୍ଷା କେନ୍ଦ୍ରକୁ ପ୍ରବେଶ ନିଷେଧ । ଅନୈତିକ କାର୍ଯ୍ୟରେ ଲିପ୍ତ ଥିବା ପରୀକ୍ଷାର୍ଥୀଙ୍କ ବିରୁଦ୍ଧରେ କଡ଼ା କାର୍ଯ୍ୟାନୁଷ୍ଠାନ ନିଆଯିବ । — [222, 1833, 400, 2055]
column-divider — [1131, 48, 1132, 648]
notice-table — [616, 1694, 1454, 2150]
accident-body — [36, 1570, 586, 1760]
ojee-headline: ଓଜେଇଇ ପରୀକ୍ଷାର ଭିଡିଓ ରେକର୍ଡିଂ ହେବ — [36, 1782, 530, 1820]
mining-body: ଭୁବନେଶ୍ୱର,୭।୪(ବ୍ୟୁରୋ)-ରାଜ୍ୟରେ ଅବୈଧ ଖଣି ଖନନ ସମ୍ପର୍କରେ ତଦନ୍ତ ପାଇଁ ଗଠିତ କମିଟି ୩୦ ଦିନ ମଧ୍ୟରେ ରିପୋର୍ଟ ଦାଖଲ କରିବ । ଏନେଇ ସରକାରଙ୍କ ପକ୍ଷରୁ ବିଜ୍ଞପ୍ତି ପ୍ରକାଶ ପାଇଛି । କମିଟି ବିଭିନ୍ନ ଜିଲ୍ଲା ଗସ୍ତ କରି ତଥ୍ୟ ସଂଗ୍ରହ କରିବ ଏବଂ ଦୋଷୀଙ୍କ ବିରୁଦ୍ଧରେ କାର୍ଯ୍ୟାନୁଷ୍ଠାନ ପାଇଁ ସୁପାରିଶ କରିବ । — [961, 123, 1126, 281]
borrower-cell — [617, 1730, 902, 2150]
ad-headline: ସୁନ୍ଦର କେଶର ସ୍ୱପ୍ନ ଟ୍ରିଚପ ହିଁ କରିବ ପୂରା... — [989, 1021, 1280, 1081]
ad-point-text: କେଶକୁ ଲମ୍ବା, ଘନ ଏବଂ ମଜବୁତ କରିବାରେ ସହାୟକ — [989, 1188, 1211, 1201]
registration-mark: + — [1476, 90, 1495, 115]
lead-subhead: ପଳାଶର ବ୍ୟବହାର — [272, 533, 410, 555]
lead-column-3 — [461, 436, 681, 840]
ad-point-title: କେଶର ଦେଖା — [989, 1173, 1047, 1186]
page-masthead — [36, 18, 1464, 46]
ad-point-title: କେଶର ସ୍ୱାସ୍ଥ୍ୟ — [989, 1143, 1058, 1156]
info-item: ■ ଖରାପ ରାସ୍ତା — [1166, 726, 1311, 740]
section-divider — [36, 1766, 591, 1768]
today-event-item: ସମ୍ବଲପୁର ସିଭିଲ ଲାଇନ୍ସସ୍ଥିତ ଟାଉନ ହଲରେ ସାଂସ୍କୃତିକ କାର୍ଯ୍ୟକ୍ରମ ଓ ସମ୍ବର୍ଦ୍ଧନା ଉତ୍ସବ । ସମୟ-ଅପରାହ୍ନ ୫ଟା । — [1156, 927, 1466, 957]
tower-icon — [652, 1449, 670, 1497]
borrower-details: ଋଣଗ୍ରହୀତା: ମେସର୍ସ ଯଶୋଦା ଫିଲିଙ୍ଗ ଷ୍ଟେସନ, ପାର୍ଟନର୍ସ : ଶ୍ରୀ ବିଜୟ କୁମାର ମହାପାତ୍ର ଓ ଶ୍ରୀ ଅଜୟ କୁମାର ମହାପାତ୍ର, ସା/ପୋ.ଅ.- ପାଣିକୋଇଲି, ଜି - ଯାଜପୁର । ଗ୍ୟାରେଣ୍ଟର - ୧. ଶ୍ରୀ ଅଚ୍ୟୁତାନନ୍ଦ ସାହୁ, ପି - ବାଇଧର ସାହୁ, ସା - ଲକ୍ଷ୍ମୀ ନଗର, ପୋ.ଅ.- ଯାଜପୁର ରୋଡ଼, ଜି - ଯାଜପୁର, ୨. ଶ୍ରୀ ରଘୁନାଥ ସାହୁ — [623, 1743, 888, 2035]
registration-mark: + — [1476, 920, 1495, 945]
lead-subhead: ଶେଷକଥା — [535, 501, 607, 523]
problems-list — [1141, 110, 1464, 658]
ad-call-to-action: ଆପଣ ବି ନିଜ ସ୍ୱପ୍ନକୁ ପୂରା କରିବା ପାଇଁ ଆଜି ହିଁ ଟ୍ରିଚପ ଘରକୁ ଆଣନ୍ତୁ । — [989, 1318, 1278, 1350]
notice-paragraph: ନିମ୍ନ ସ୍ୱାକ୍ଷରକାରୀ ଦି ଅର୍ବାନ କୋ-ଅପରେଟିଭ ବ୍ୟାଙ୍କ ଲି., କଟକର ପ୍ରାଧିକୃତ ଅଧିକାରୀ ସିକ୍ୟୁରିଟାଇଜେସନ୍ ଆଣ୍ଡ ରିକନଷ୍ଟ୍ରକସନ ଅଫ୍ ଫାଇନାନ୍ସିଆଲ ଆସେଟସ୍ ଆଣ୍ଡ ଏନଫୋର୍ସମେଣ୍ଟ ଅଫ୍ ସିକ୍ୟୁରିଟି ଇଣ୍ଟରେଷ୍ଟ ଆକ୍ଟ ୨୦୦୨ ଅଧୀନରେ ଋଣଗ୍ରହୀତାଙ୍କୁ ଦାବି ବିଜ୍ଞପ୍ତି ଜାରି କରି ବିଜ୍ଞପ୍ତିରେ ଉଲ୍ଲେଖିତ ରାଶି ୬୦ ଦିନ ମଧ୍ୟରେ ପରିଶୋଧ କରିବାକୁ କହିଥିଲେ । ଋଣଗ୍ରହୀତା ଉକ୍ତ ରାଶି ପରିଶୋଧ କରିବାରେ ବିଫଳ ହୋଇଥିବାରୁ ଋଣଗ୍ରହୀତା ଏବଂ ସର୍ବସାଧାରଣଙ୍କୁ ଏତଦ୍ୱାରା ସୂଚନା ଦିଆଯାଉଛି ଯେ ନିମ୍ନ ସ୍ୱାକ୍ଷରକାରୀ ଉକ୍ତ ଆଇନର ଧାରା ୧୩(୪) ଅଧୀନରେ ପ୍ରଦତ୍ତ କ୍ଷମତା ବଳରେ ନିମ୍ନ ବର୍ଣ୍ଣିତ ସମ୍ପତ୍ତିକୁ "ସାଙ୍କେତିକ ଦଖଲ" ନେଇଛନ୍ତି । ଋଣଗ୍ରହୀତା ଏବଂ ସର୍ବସାଧାରଣଙ୍କୁ ସତର୍କ କରାଯାଉଛି ଯେ ଉକ୍ତ ସମ୍ପତ୍ତି ସହ କୌଣସି କାରବାର ନ କରନ୍ତୁ ଏବଂ କୌଣସି କାରବାର କଲେ ତାହା ଦି ଅର୍ବାନ କୋ-ଅପରେଟିଭ ବ୍ୟାଙ୍କ ଲି., କଟକର ଚାର୍ଜ ଅଧୀନ ହେବ । — [616, 1525, 1454, 1603]
ad-body — [989, 1097, 1279, 1232]
ojee-paragraph: ଭୁବନେଶ୍ୱର,୭।୪(ବ୍ୟୁରୋ)-ଚଳିତ ବର୍ଷ ଓଜେଇଇ ପରୀକ୍ଷାକୁ ସ୍ୱଚ୍ଛ ଭାବେ ପରିଚାଳନା ପାଇଁ ସମସ୍ତ ପରୀକ୍ଷା କେନ୍ଦ୍ରରେ ଭିଡିଓ ରେକର୍ଡିଂ କରାଯିବ । ଓଜେଇଇ କମିଟି ପକ୍ଷରୁ ଏନେଇ ନିଷ୍ପତ୍ତି ନିଆଯାଇଛି । ପରୀକ୍ଷା କେନ୍ଦ୍ରରେ ସିସିଟିଭି କ୍ୟାମେରା ଲଗାଯିବ ଏବଂ ପରୀକ୍ଷାର୍ଥୀଙ୍କ ବାୟୋମେଟ୍ରିକ୍ ଉପସ୍ଥାନ ନିଆଯିବ । ମୋବାଇଲ ଫୋନ ଓ ଇଲେକ୍ଟ୍ରୋନିକ୍ ଉପକରଣ ନେଇ ପରୀକ୍ଷା କେନ୍ଦ୍ରକୁ ପ୍ରବେଶ ନିଷେଧ । ଅନୈତିକ କାର୍ଯ୍ୟରେ ଲିପ୍ତ ଥିବା ପରୀକ୍ଷାର୍ଥୀଙ୍କ ବିରୁଦ୍ଧରେ କଡ଼ା କାର୍ଯ୍ୟାନୁଷ୍ଠାନ ନିଆଯିବ । — [36, 1833, 213, 2055]
mining-headline: ଖଣି ସଂକ୍ରାନ୍ତ ମକ୍ଷୀ ଉଡ଼ାୟ କମିଟି ୩୦ ଦିନ ମଧ୍ୟରେ ରିପୋର୍ଟ ଦେବେ — [962, 52, 1125, 114]
registration-mark: + — [6, 1600, 25, 1625]
problem-item: ସୋନପୁର ଜିଲ୍ଲା ବିନିକା ବ୍ଲକରେ ବିଦ୍ୟୁତ ସମସ୍ୟା ଲାଗି ରହିଛି । ଦିନକୁ ଅନେକ ଥର ବିଦ୍ୟୁତ କାଟ ହେଉଥିବାରୁ ଛାତ୍ରଛାତ୍ରୀଙ୍କ ପାଠପଢ଼ାରେ ବ୍ୟାଘାତ ସୃଷ୍ଟି ହେଉଛି । ଗ୍ରୀଷ୍ମ ଋତୁରେ ଲୋକେ ଅସହ୍ୟ ଗରମରେ ଅତିଷ୍ଠ ହେଉଛନ୍ତି । ବିଭାଗୀୟ ଅଧିକାରୀ ଏ ଦିଗରେ ଦୃଷ୍ଟି ଦେବା ଆବଶ୍ୟକ । — [1141, 211, 1464, 289]
notice-title: ଦଖଲ ବିଜ୍ଞପ୍ତି — [909, 1496, 1024, 1519]
product-bottle-small — [1381, 1207, 1441, 1337]
section-divider — [36, 843, 941, 845]
notice-footer — [616, 2172, 1454, 2200]
excise-headline: ଅବକାରୀ ଚଢ଼ାଉ:୩ ଗିରଫ — [152, 982, 460, 1017]
